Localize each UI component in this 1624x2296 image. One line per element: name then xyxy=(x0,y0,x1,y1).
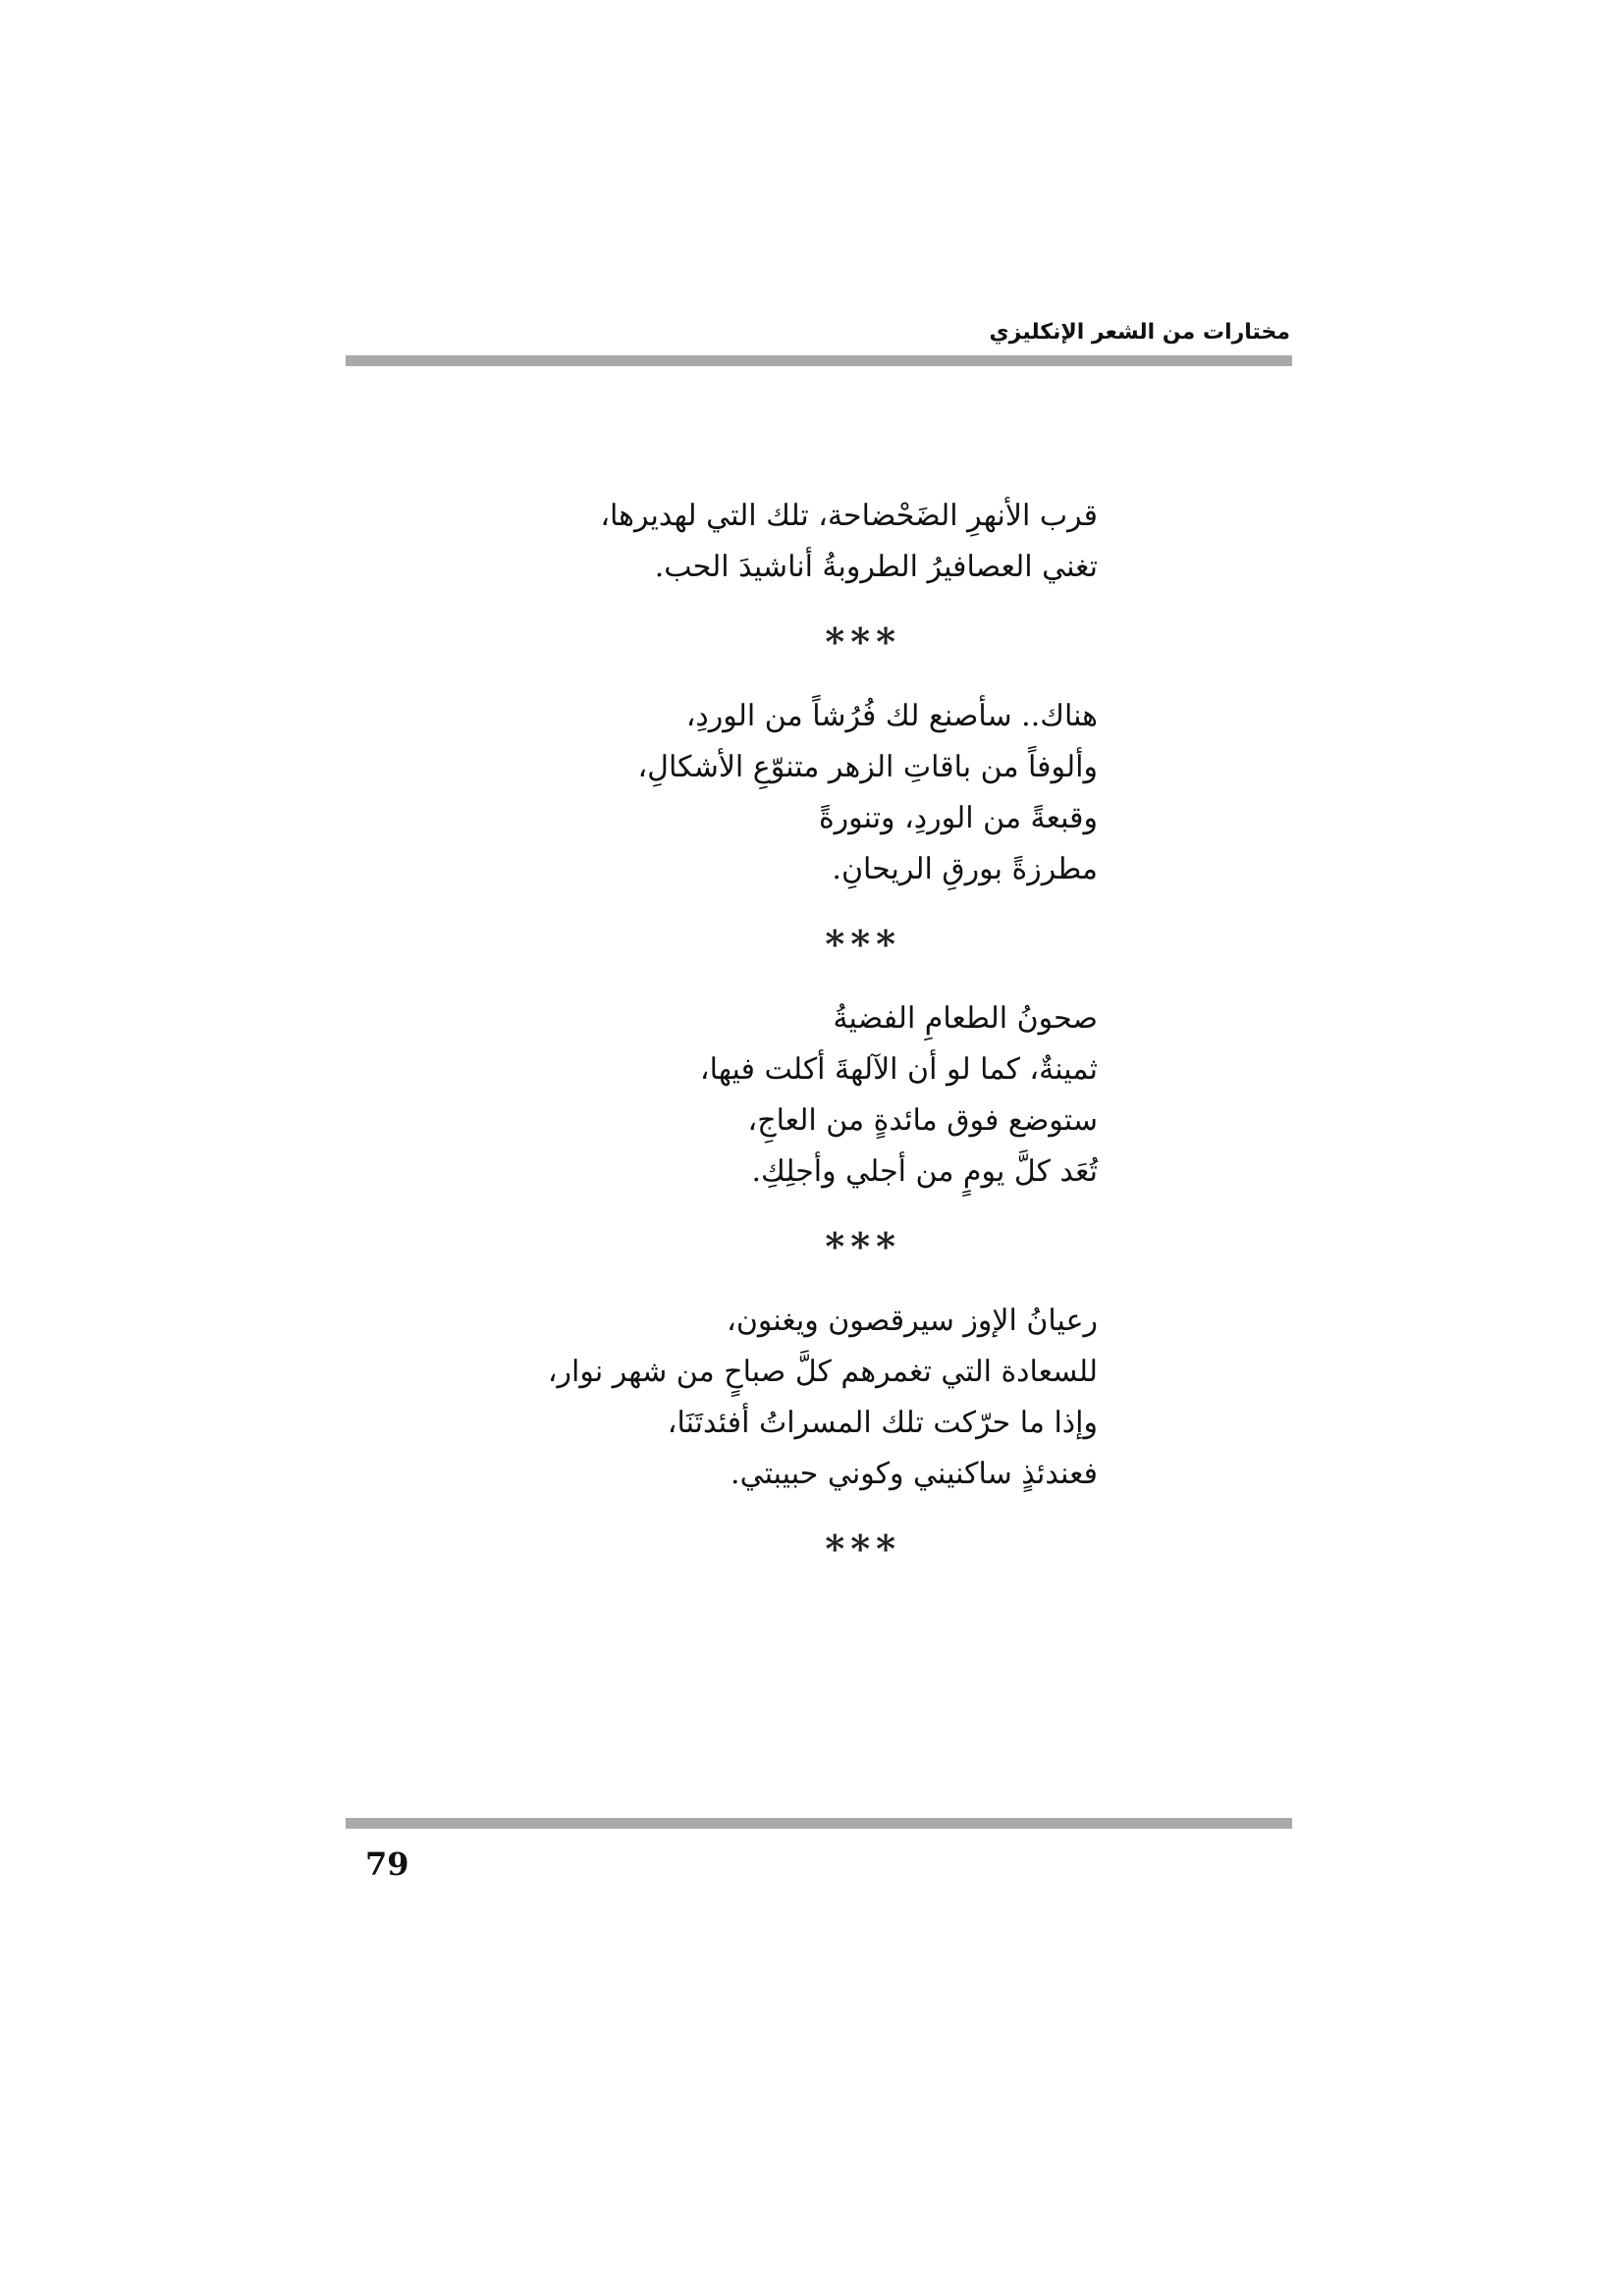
footer-rule xyxy=(346,1818,1292,1829)
stanza-separator: *** xyxy=(825,1526,901,1571)
poem-line: للسعادة التي تغمرهم كلَّ صباحٍ من شهر نوار، xyxy=(547,1355,1098,1389)
poem-line: هناك.. سأصنع لك فُرُشاً من الوردِ، xyxy=(685,699,1098,733)
poem-line: ستوضع فوق مائدةٍ من العاجِ، xyxy=(747,1103,1098,1138)
stanza-separator: *** xyxy=(825,922,901,966)
poem-line: وألوفاً من باقاتِ الزهر متنوّعِ الأشكالِ، xyxy=(637,750,1098,784)
poem-line: تُعَد كلَّ يومٍ من أجلي وأجلِكِ. xyxy=(751,1154,1098,1189)
stanza-2 xyxy=(548,691,1098,895)
stanza-4 xyxy=(548,1296,1098,1500)
stanza-3 xyxy=(548,993,1098,1198)
stanza-separator: *** xyxy=(825,1224,901,1268)
poem-line: ثمينةٌ، كما لو أن الآلهةَ أكلت فيها، xyxy=(699,1052,1098,1087)
poem-line: تغني العصافيرُ الطروبةُ أناشيدَ الحب. xyxy=(654,550,1098,584)
stanza-1 xyxy=(548,491,1098,593)
poem-line: صحونُ الطعامِ الفضيةُ xyxy=(833,1001,1098,1036)
running-header-title: مختارات من الشعر الإنكليزي xyxy=(989,320,1290,345)
poem-line: قرب الأنهرِ الضَحْضاحة، تلك التي لهديرها، xyxy=(600,499,1098,533)
poem-body xyxy=(548,491,1098,1598)
poem-line: وقبعةً من الوردِ، وتنورةً xyxy=(818,801,1098,835)
header-rule xyxy=(346,355,1292,366)
poem-line: وإذا ما حرّكت تلك المسراتُ أفئدتَنَا، xyxy=(667,1406,1098,1440)
poem-line: فعندئذٍ ساكنيني وكوني حبيبتي. xyxy=(731,1457,1098,1491)
page-number: 79 xyxy=(365,1845,409,1883)
poem-line: مطرزةً بورقِ الريحانِ. xyxy=(832,852,1098,886)
poem-line: رعيانُ الإوز سيرقصون ويغنون، xyxy=(727,1304,1098,1338)
stanza-separator: *** xyxy=(825,619,901,664)
